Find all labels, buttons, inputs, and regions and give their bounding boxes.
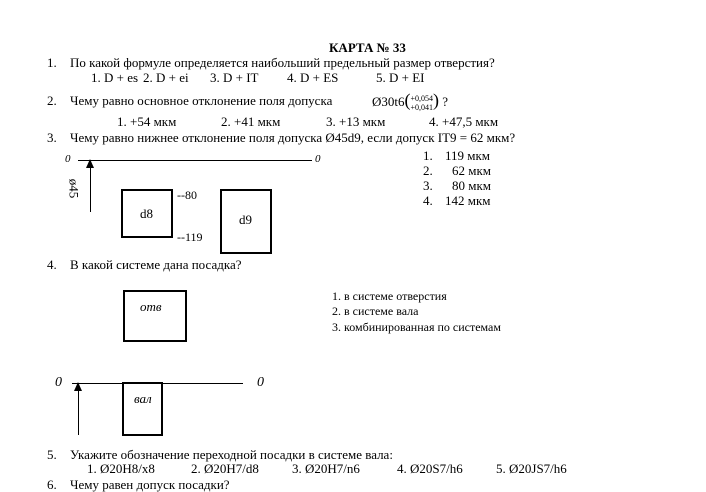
q1-option: 3. D + IT — [210, 70, 259, 85]
q2-option: 1. +54 мкм — [117, 114, 177, 129]
q2-option: 3. +13 мкм — [326, 114, 386, 129]
q3-option: 119 мкм — [445, 148, 491, 163]
q1-option: 4. D + ES — [287, 70, 339, 85]
q3-option-number: 3. — [423, 178, 433, 193]
q1-option: 5. D + EI — [376, 70, 425, 85]
q2-number: 2. — [47, 93, 57, 108]
q3-option: 80 мкм — [452, 178, 492, 193]
q5-option: 3. Ø20H7/n6 — [292, 461, 360, 476]
q5-option: 2. Ø20H7/d8 — [191, 461, 259, 476]
q2-option: 2. +41 мкм — [221, 114, 281, 129]
dimension-arrow — [90, 165, 91, 212]
zero-label: 0 — [55, 375, 62, 390]
q4-option: 2. в системе вала — [332, 304, 419, 318]
zero-label: 0 — [257, 375, 264, 390]
q2-lower: +0,041 — [410, 103, 434, 113]
q2-qmark: ? — [442, 94, 449, 109]
q6-number: 6. — [47, 477, 57, 492]
dimension-label: ø45 — [66, 178, 82, 199]
q5-text: Укажите обозначение переходной посадки в системе вала: — [70, 447, 393, 462]
deviation-label: --119 — [177, 230, 203, 244]
q3-option: 142 мкм — [445, 193, 491, 208]
q1-number: 1. — [47, 55, 57, 70]
q3-option-number: 1. — [423, 148, 433, 163]
q4-text: В какой системе дана посадка? — [70, 257, 242, 272]
arrow-head-icon — [86, 159, 94, 168]
q4-number: 4. — [47, 257, 57, 272]
hole-field — [123, 290, 187, 342]
q2-option: 4. +47,5 мкм — [429, 114, 499, 129]
zero-label: 0 — [315, 153, 321, 165]
q2-symbol: Ø30t6 — [372, 94, 405, 109]
q4-option: 3. комбинированная по системам — [332, 320, 501, 334]
q4-option: 1. в системе отверстия — [332, 289, 447, 303]
q5-option: 5. Ø20JS7/h6 — [496, 461, 567, 476]
q1-option: 1. D + es — [91, 70, 139, 85]
q3-number: 3. — [47, 130, 57, 145]
q3-option-number: 4. — [423, 193, 433, 208]
zero-label: 0 — [65, 153, 71, 165]
zero-line — [78, 160, 312, 161]
q5-option: 1. Ø20H8/x8 — [87, 461, 155, 476]
q1-text: По какой формуле определяется наибольший предельный размер отверстия? — [70, 55, 495, 70]
q1-option: 2. D + ei — [143, 70, 189, 85]
q2-upper: +0,054 — [410, 94, 434, 104]
hole-label: отв — [140, 299, 162, 314]
q6-text: Чему равен допуск посадки? — [70, 477, 230, 492]
card-title: КАРТА № 33 — [329, 40, 406, 55]
d8-label: d8 — [140, 206, 153, 221]
q3-option-number: 2. — [423, 163, 433, 178]
q5-number: 5. — [47, 447, 57, 462]
q5-option: 4. Ø20S7/h6 — [397, 461, 463, 476]
d9-label: d9 — [239, 212, 252, 227]
arrow-head-icon — [74, 382, 82, 391]
dimension-arrow — [78, 388, 79, 435]
q2-formula: Ø30t6(+0,054 +0,041) ? — [372, 90, 449, 113]
q3-text: Чему равно нижнее отклонение поля допуска Ø45d9, если допуск IT9 = 62 мкм? — [70, 130, 516, 145]
q2-text: Чему равно основное отклонение поля допуска — [70, 93, 333, 108]
deviation-label: --80 — [177, 188, 197, 202]
shaft-label: вал — [134, 391, 152, 406]
q3-option: 62 мкм — [452, 163, 492, 178]
